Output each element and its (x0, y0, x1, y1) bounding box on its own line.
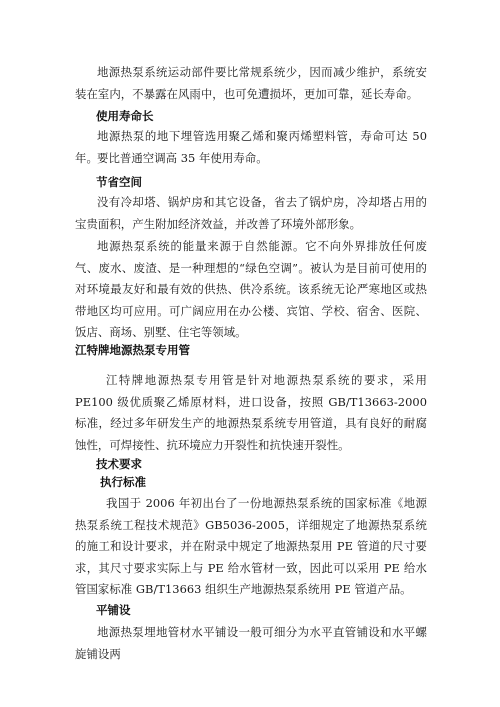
product-paragraph: 江特牌地源热泵专用管是针对地源热泵系统的要求，采用 PE100 级优质聚乙烯原材料，进口设备，按照 GB/T13663-2000 标准，经过多年研发生产的地源热泵系统专用管道，具有良好的耐腐蚀性，可焊接性、抗环境应力开裂性和抗快速开裂性。 (75, 373, 427, 452)
lifespan-paragraph-1: 地源热泵的地下埋管选用聚乙烯和聚丙烯塑料管，寿命可达 50 年。 (75, 129, 427, 165)
heading-space-saving: 节省空间 (96, 175, 142, 189)
intro-paragraph: 地源热泵系统运动部件要比常规系统少，因而减少维护，系统安装在室内，不暴露在风雨中，也可免遭损坏，更加可靠，延长寿命。 (75, 65, 427, 101)
lifespan-paragraph-2: 要比普通空调高 35 年使用寿命。 (97, 151, 268, 165)
heading-standard: 执行标准 (100, 475, 146, 489)
laying-paragraph: 地源热泵埋地管材水平铺设一般可细分为水平直管铺设和水平螺旋铺设两 (75, 625, 427, 661)
heading-product: 江特牌地源热泵专用管 (75, 343, 190, 357)
heading-tech-requirements: 技术要求 (96, 457, 142, 471)
heading-lifespan: 使用寿命长 (96, 109, 154, 123)
heading-laying: 平铺设 (96, 603, 131, 617)
space-paragraph-1: 没有冷却塔、锅炉房和其它设备，省去了锅炉房，冷却塔占用的宝贵面积，产生附加经济效益，并改善了环境外部形象。 (75, 195, 427, 231)
standard-paragraph: 我国于 2006 年初出台了一份地源热泵系统的国家标准《地源热泵系统工程技术规范》GB5036-2005，详细规定了地源热泵系统的施工和设计要求，并在附录中规定了地源热泵用 PE 管道的尺寸要求，其尺寸要求实际上与 PE 给水管材一致，因此可以采用 PE 给水管国家标准 GB/T13663 组织生产地源热泵系统用 PE 管道产品。 (75, 496, 427, 596)
space-paragraph-2: 地源热泵系统的能量来源于自然能源。它不向外界排放任何废气、废水、废渣、是一种理想的“绿色空调”。被认为是目前可使用的对环境最友好和最有效的供热、供冷系统。该系统无论严寒地区或热带地区均可应用。可广阔应用在办公楼、宾馆、学校、宿舍、医院、饭店、商场、别墅、住宅等领域。 (75, 239, 427, 339)
